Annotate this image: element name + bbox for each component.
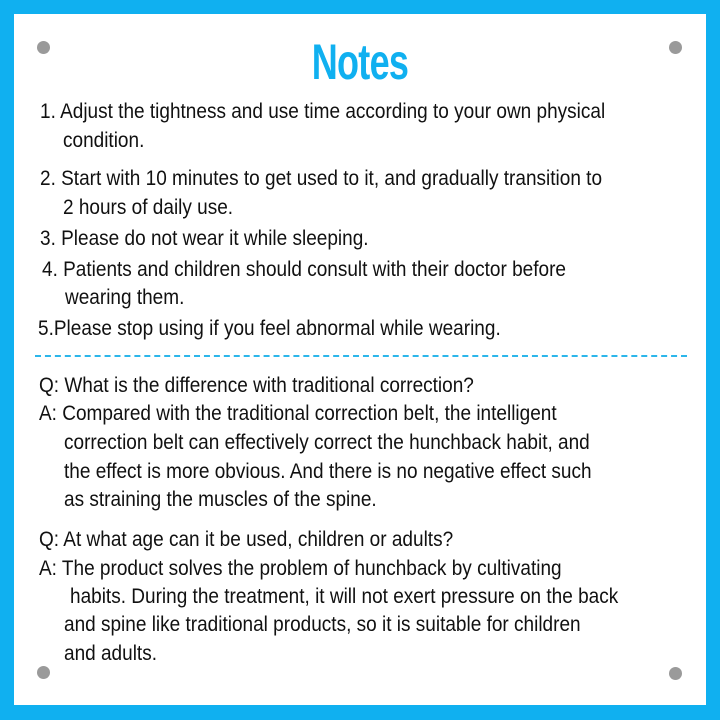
faq-1-question: Q: What is the difference with traditional correction? [39,374,474,397]
faq-2-question: Q: At what age can it be used, children or adults? [39,528,454,551]
note-4-line-1: 4. Patients and children should consult with their doctor before [42,258,567,281]
title-text: Notes [311,34,409,90]
section-divider [35,355,687,357]
faq-2-answer-line-3: and spine like traditional products, so it is suitable for children [64,613,581,636]
note-2-line-2: 2 hours of daily use. [63,196,234,219]
note-2-line-1: 2. Start with 10 minutes to get used to it, and gradually transition to [40,167,603,190]
faq-2-answer-line-2: habits. During the treatment, it will not exert pressure on the back [70,585,619,608]
note-4-line-2: wearing them. [65,286,185,309]
faq-2-answer-line-4: and adults. [64,642,157,665]
page-title [0,34,720,90]
pin-dot-bottom-left [37,666,50,679]
faq-1-answer-line-3: the effect is more obvious. And there is no negative effect such [64,460,592,483]
note-1-line-1: 1. Adjust the tightness and use time according to your own physical [40,100,606,123]
note-3-line-1: 3. Please do not wear it while sleeping. [40,227,369,250]
note-5-line-1: 5.Please stop using if you feel abnormal while wearing. [38,317,501,340]
note-1-line-2: condition. [63,129,145,152]
faq-1-answer-line-1: A: Compared with the traditional correction belt, the intelligent [39,402,557,425]
faq-2-answer-line-1: A: The product solves the problem of hunchback by cultivating [39,557,562,580]
pin-dot-bottom-right [669,667,682,680]
faq-1-answer-line-4: as straining the muscles of the spine. [64,488,377,511]
faq-1-answer-line-2: correction belt can effectively correct the hunchback habit, and [64,431,590,454]
